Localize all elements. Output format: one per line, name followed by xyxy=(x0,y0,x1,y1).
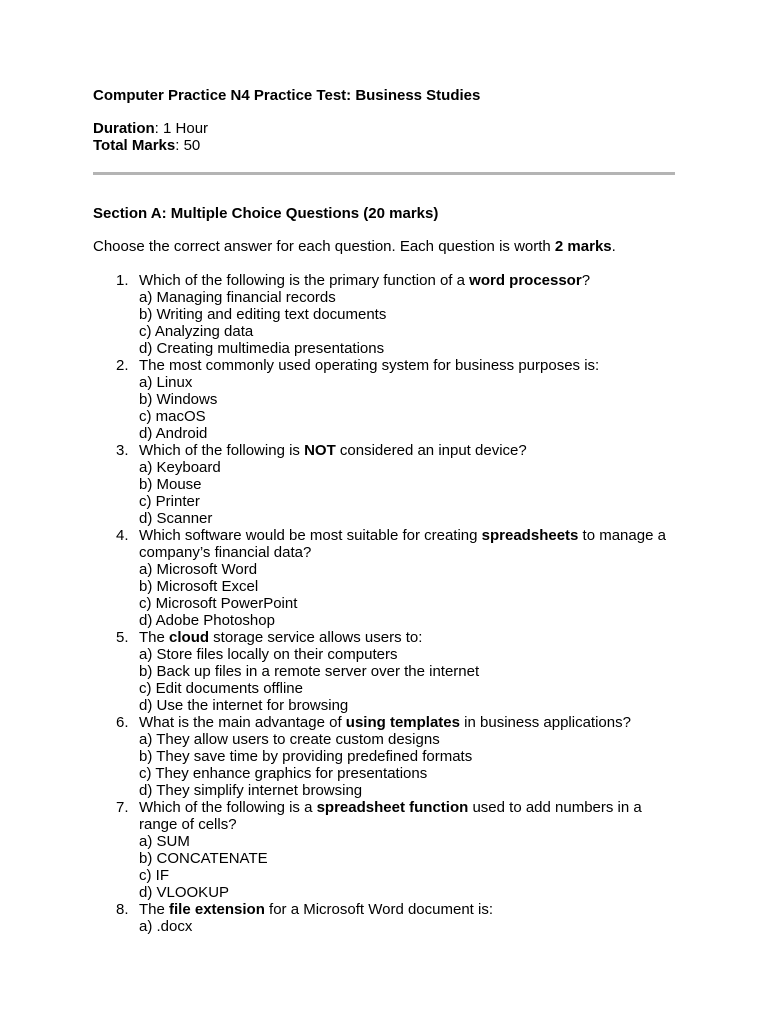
answer-option: d) Creating multimedia presentations xyxy=(139,340,385,357)
question-text xyxy=(139,799,675,833)
question-text-part: Which of the following is the primary function of a xyxy=(139,272,470,289)
question-text-part: in business applications? xyxy=(460,714,631,731)
instructions xyxy=(93,238,675,255)
answer-option: c) Printer xyxy=(139,493,200,510)
question-number: 6. xyxy=(116,714,129,731)
answer-option: b) CONCATENATE xyxy=(139,850,268,867)
question-number: 8. xyxy=(116,901,129,918)
document-page xyxy=(93,87,675,935)
document-title: Computer Practice N4 Practice Test: Business Studies xyxy=(93,87,481,104)
question-text xyxy=(139,629,675,646)
total-marks-label: Total Marks xyxy=(93,137,176,154)
question-item xyxy=(93,799,675,901)
question-number: 7. xyxy=(116,799,129,816)
question-number: 1. xyxy=(116,272,129,289)
question-item xyxy=(93,527,675,629)
question-number: 5. xyxy=(116,629,129,646)
answer-option: a) Store files locally on their computers xyxy=(139,646,398,663)
question-text-part: The xyxy=(139,901,170,918)
question-text xyxy=(139,901,675,918)
answer-option: c) Analyzing data xyxy=(139,323,254,340)
question-text-emphasis: NOT xyxy=(304,442,336,459)
question-text-emphasis: using templates xyxy=(345,714,460,731)
question-number: 4. xyxy=(116,527,129,544)
duration-value: : 1 Hour xyxy=(154,120,209,137)
answer-option: a) .docx xyxy=(139,918,193,935)
question-text-part: storage service allows users to: xyxy=(209,629,423,646)
question-item xyxy=(93,629,675,714)
question-number: 2. xyxy=(116,357,129,374)
question-text-part: What is the main advantage of xyxy=(139,714,346,731)
answer-option: a) They allow users to create custom designs xyxy=(139,731,440,748)
answer-option: d) VLOOKUP xyxy=(139,884,230,901)
section-title: Section A: Multiple Choice Questions (20 marks) xyxy=(93,205,439,222)
question-text xyxy=(139,714,675,731)
answer-option: b) Windows xyxy=(139,391,218,408)
answer-option: d) They simplify internet browsing xyxy=(139,782,363,799)
question-text-part: considered an input device? xyxy=(335,442,527,459)
duration-line xyxy=(93,120,675,137)
question-text-part: Which of the following is a xyxy=(139,799,317,816)
question-text-part: ? xyxy=(581,272,591,289)
answer-option: c) Edit documents offline xyxy=(139,680,303,697)
question-text xyxy=(139,357,675,374)
answer-option: a) SUM xyxy=(139,833,190,850)
duration-label: Duration xyxy=(93,120,155,137)
question-text-part: for a Microsoft Word document is: xyxy=(264,901,494,918)
instructions-marks: 2 marks xyxy=(554,238,612,255)
answer-option: b) Writing and editing text documents xyxy=(139,306,387,323)
answer-option: d) Android xyxy=(139,425,208,442)
question-text-emphasis: cloud xyxy=(169,629,210,646)
question-text xyxy=(139,527,675,561)
question-item xyxy=(93,714,675,799)
question-text-part: to manage a company’s financial data? xyxy=(139,527,666,561)
question-text-emphasis: file extension xyxy=(169,901,265,918)
question-text-part: used to add numbers in a range of cells? xyxy=(139,799,642,833)
question-text-emphasis: word processor xyxy=(469,272,582,289)
instructions-suffix: . xyxy=(611,238,616,255)
answer-option: b) They save time by providing predefined formats xyxy=(139,748,473,765)
answer-option: a) Managing financial records xyxy=(139,289,336,306)
answer-option: d) Use the internet for browsing xyxy=(139,697,349,714)
answer-option: a) Linux xyxy=(139,374,193,391)
question-text xyxy=(139,272,675,289)
answer-option: a) Microsoft Word xyxy=(139,561,258,578)
answer-option: c) IF xyxy=(139,867,169,884)
answer-option: b) Mouse xyxy=(139,476,202,493)
question-text-part: The most commonly used operating system for business purposes is: xyxy=(139,357,600,374)
question-text-part: Which software would be most suitable for creating xyxy=(139,527,482,544)
answer-option: c) Microsoft PowerPoint xyxy=(139,595,298,612)
answer-option: c) macOS xyxy=(139,408,206,425)
question-item xyxy=(93,272,675,357)
horizontal-divider xyxy=(93,172,675,175)
answer-option: c) They enhance graphics for presentations xyxy=(139,765,428,782)
question-item xyxy=(93,357,675,442)
question-list xyxy=(93,272,675,935)
answer-option: b) Microsoft Excel xyxy=(139,578,259,595)
test-meta xyxy=(93,120,675,154)
answer-option: a) Keyboard xyxy=(139,459,221,476)
question-text-part: Which of the following is xyxy=(139,442,305,459)
total-marks-value: : 50 xyxy=(175,137,201,154)
answer-option: d) Scanner xyxy=(139,510,213,527)
instructions-prefix: Choose the correct answer for each question. Each question is worth xyxy=(93,238,555,255)
question-text-emphasis: spreadsheets xyxy=(481,527,579,544)
question-text-emphasis: spreadsheet function xyxy=(316,799,469,816)
question-item xyxy=(93,442,675,527)
answer-option: b) Back up files in a remote server over the internet xyxy=(139,663,480,680)
total-marks-line xyxy=(93,137,675,154)
question-item xyxy=(93,901,675,935)
answer-option: d) Adobe Photoshop xyxy=(139,612,275,629)
question-text-part: The xyxy=(139,629,170,646)
question-number: 3. xyxy=(116,442,129,459)
question-text xyxy=(139,442,675,459)
